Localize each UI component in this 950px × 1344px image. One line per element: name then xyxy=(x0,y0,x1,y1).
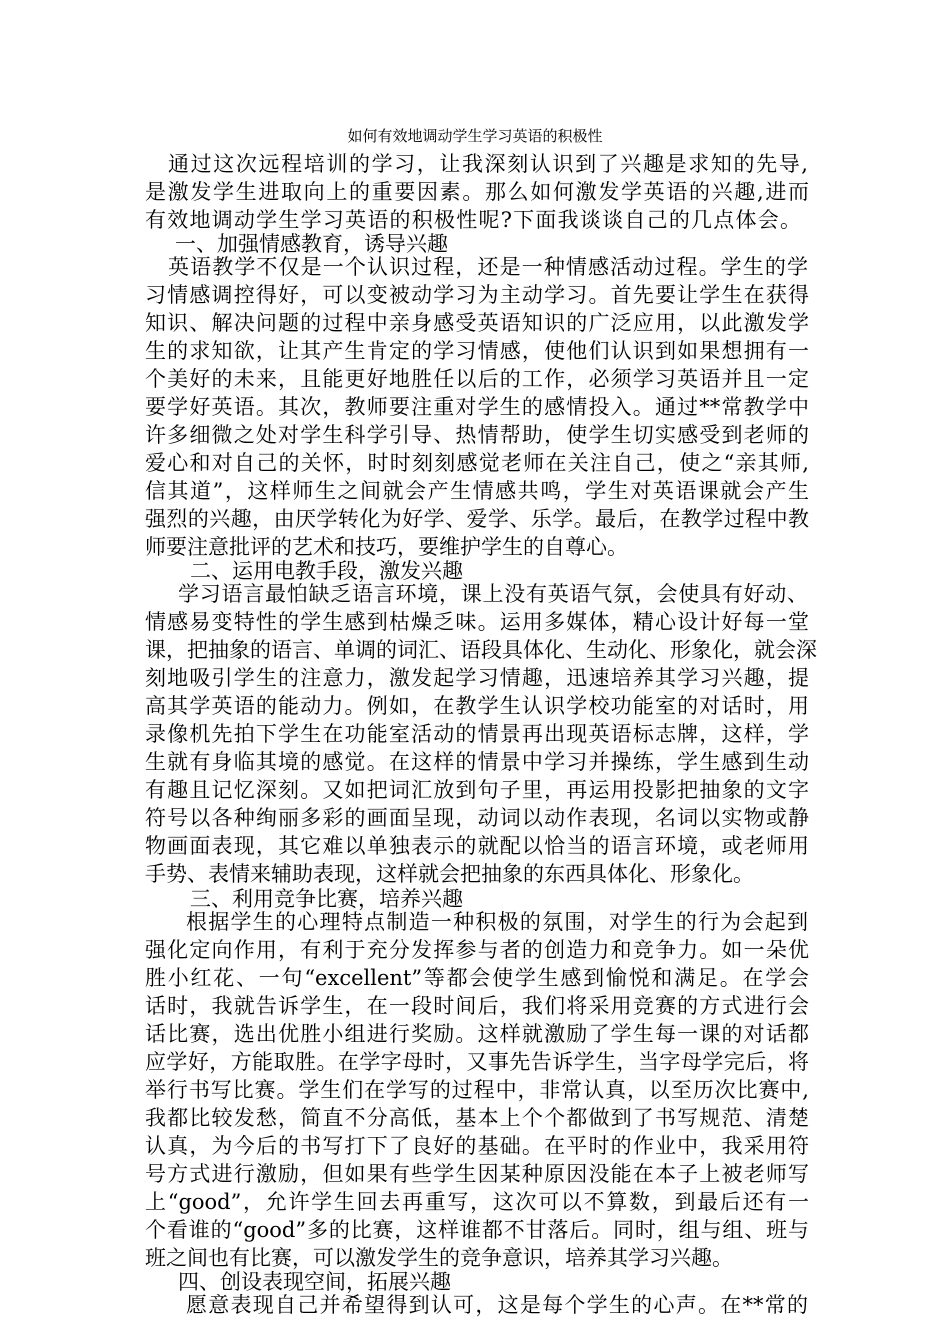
intro-line-3: 有效地调动学生学习英语的积极性呢?下面我谈谈自己的几点体会。 xyxy=(145,208,801,232)
section1-line-3: 知识、解决问题的过程中亲身感受英语知识的广泛应用，以此激发学 xyxy=(145,311,809,335)
section2-line-6: 录像机先拍下学生在功能室活动的情景再出现英语标志牌，这样，学 xyxy=(145,722,809,746)
section2-line-8: 有趣且记忆深刻。又如把词汇放到句子里，再运用投影把抽象的文字 xyxy=(145,778,809,802)
section1-line-5: 个美好的未来，且能更好地胜任以后的工作，必须学习英语并且一定 xyxy=(145,367,809,391)
section3-line-9: 认真，为今后的书写打下了良好的基础。在平时的作业中，我采用符 xyxy=(145,1134,809,1158)
section2-line-4: 刻地吸引学生的注意力，激发起学习情趣，迅速培养其学习兴趣，提 xyxy=(145,666,809,690)
section1-line-2: 习情感调控得好，可以变被动学习为主动学习。首先要让学生在获得 xyxy=(145,283,809,307)
section2-line-3: 课，把抽象的语言、单调的词汇、语段具体化、生动化、形象化，就会深 xyxy=(145,638,817,662)
section3-line-7: 举行书写比赛。学生们在学写的过程中，非常认真，以至历次比赛中, xyxy=(145,1078,809,1102)
section3-line-10: 号方式进行激励，但如果有些学生因某种原因没能在本子上被老师写 xyxy=(145,1162,809,1186)
section1-line-8: 爱心和对自己的关怀，时时刻刻感觉老师在关注自己，使之“亲其师, xyxy=(145,451,809,475)
section1-line-4: 生的求知欲，让其产生肯定的学习情感，使他们认识到如果想拥有一 xyxy=(145,339,809,363)
section1-line-7: 许多细微之处对学生科学引导、热情帮助，使学生切实感受到老师的 xyxy=(145,423,809,447)
section2-line-1: 学习语言最怕缺乏语言环境，课上没有英语气氛，会使具有好动、 xyxy=(178,582,808,606)
section3-line-1: 根据学生的心理特点制造一种积极的氛围，对学生的行为会起到 xyxy=(186,910,808,934)
section2-line-7: 生就有身临其境的感觉。在这样的情景中学习并操练，学生感到生动 xyxy=(145,750,809,774)
section2-line-5: 高其学英语的能动力。例如，在教学生认识学校功能室的对话时，用 xyxy=(145,694,809,718)
intro-line-2: 是激发学生进取向上的重要因素。那么如何激发学英语的兴趣,进而 xyxy=(145,180,809,204)
section3-line-13: 班之间也有比赛，可以激发学生的竞争意识，培养其学习兴趣。 xyxy=(145,1246,733,1270)
section1-line-11: 师要注意批评的艺术和技巧，要维护学生的自尊心。 xyxy=(145,535,628,559)
section1-line-10: 强烈的兴趣，由厌学转化为好学、爱学、乐学。最后，在教学过程中教 xyxy=(145,507,809,531)
section3-line-4: 话时，我就告诉学生，在一段时间后，我们将采用竞赛的方式进行会 xyxy=(145,994,809,1018)
section2-line-2: 情感易变特性的学生感到枯燥乏味。运用多媒体，精心设计好每一堂 xyxy=(145,610,809,634)
section-heading-1: 一、加强情感教育，诱导兴趣 xyxy=(175,232,448,256)
section3-line-12: 个看谁的“good”多的比赛，这样谁都不甘落后。同时，组与组、班与 xyxy=(145,1218,809,1242)
document-title: 如何有效地调动学生学习英语的积极性 xyxy=(347,127,603,145)
section-heading-4: 四、创设表现空间，拓展兴趣 xyxy=(178,1270,451,1294)
intro-line-1: 通过这次远程培训的学习，让我深刻认识到了兴趣是求知的先导, xyxy=(168,152,808,176)
section2-line-10: 物画面表现，其它难以单独表示的就配以恰当的语言环境，或老师用 xyxy=(145,834,809,858)
section3-line-2: 强化定向作用，有利于充分发挥参与者的创造力和竞争力。如一朵优 xyxy=(145,938,809,962)
section3-line-3: 胜小红花、一句“excellent”等都会使学生感到愉悦和满足。在学会 xyxy=(145,966,809,990)
section4-line-1: 愿意表现自己并希望得到认可，这是每个学生的心声。在**常的 xyxy=(186,1293,808,1317)
section1-line-6: 要学好英语。其次，教师要注重对学生的感情投入。通过**常教学中 xyxy=(145,395,809,419)
section3-line-11: 上“good”，允许学生回去再重写，这次可以不算数，到最后还有一 xyxy=(145,1190,809,1214)
section1-line-9: 信其道”，这样师生之间就会产生情感共鸣，学生对英语课就会产生 xyxy=(145,479,809,503)
section1-line-1: 英语教学不仅是一个认识过程，还是一种情感活动过程。学生的学 xyxy=(168,255,808,279)
section2-line-9: 符号以各种绚丽多彩的画面呈现，动词以动作表现，名词以实物或静 xyxy=(145,806,809,830)
section3-line-5: 话比赛，选出优胜小组进行奖励。这样就激励了学生每一课的对话都 xyxy=(145,1022,809,1046)
section2-line-11: 手势、表情来辅助表现，这样就会把抽象的东西具体化、形象化。 xyxy=(145,862,754,886)
section-heading-3: 三、利用竞争比赛，培养兴趣 xyxy=(190,887,463,911)
section3-line-6: 应学好，方能取胜。在学字母时，又事先告诉学生，当字母学完后，将 xyxy=(145,1050,809,1074)
section-heading-2: 二、运用电教手段，激发兴趣 xyxy=(190,559,463,583)
section3-line-8: 我都比较发愁，简直不分高低，基本上个个都做到了书写规范、清楚 xyxy=(145,1106,809,1130)
